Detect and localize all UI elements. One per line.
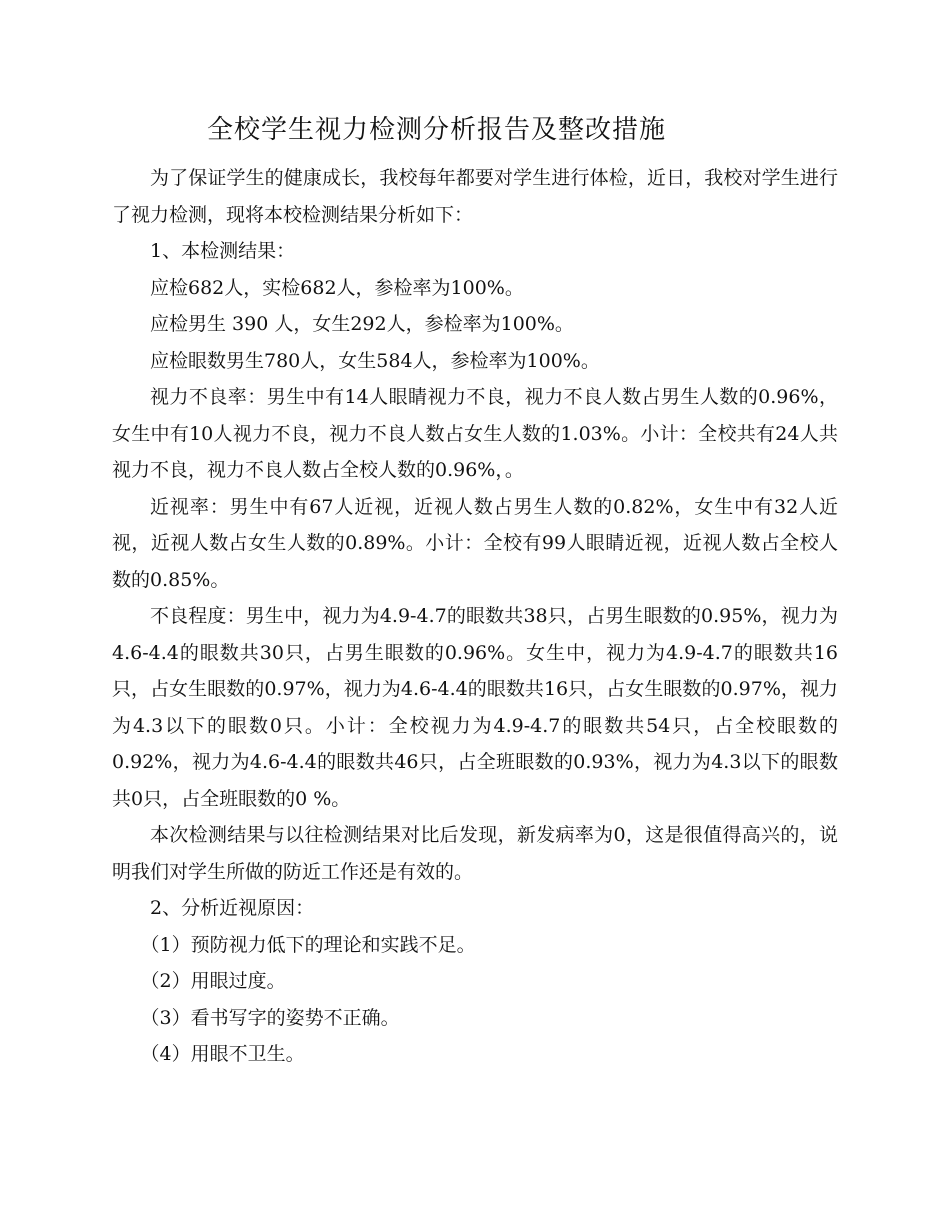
cause-item: （4）用眼不卫生。 bbox=[140, 1043, 305, 1065]
severity-paragraph: 不良程度：男生中，视力为4.9-4.7的眼数共38只，占男生眼数的0.95%，视力为4.6-4.4的眼数共30只，占男生眼数的0.96%。女生中，视力为4.9-4.7的眼数共16只，占女生眼数的0.97%，视力为4.6-4.4的眼数共16只，占女生眼数的0.97%，视力为4.3以下的眼数0只。小计：全校视力为4.9-4.7的眼数共54只，占全校眼数的0.92%，视力为4.6-4.4的眼数共46只，占全班眼数的0.93%，视力为4.3以下的眼数共0只，占全班眼数的0 %。 bbox=[112, 605, 838, 810]
intro-paragraph: 为了保证学生的健康成长，我校每年都要对学生进行体检，近日，我校对学生进行了视力检测，现将本校检测结果分析如下： bbox=[112, 167, 838, 226]
result-line-total: 应检682人，实检682人，参检率为100%。 bbox=[150, 276, 524, 299]
poor-vision-rate-paragraph: 视力不良率：男生中有14人眼睛视力不良，视力不良人数占男生人数的0.96%，女生中有10人视力不良，视力不良人数占女生人数的1.03%。小计：全校共有24人共视力不良，视力不良人数占全校人数的0.96%，。 bbox=[112, 386, 838, 481]
cause-item: （3）看书写字的姿势不正确。 bbox=[140, 1006, 400, 1029]
result-line-eyes: 应检眼数男生780人，女生584人，参检率为100%。 bbox=[150, 349, 600, 372]
cause-item: （2）用眼过度。 bbox=[140, 970, 286, 992]
cause-item: （1）预防视力低下的理论和实践不足。 bbox=[140, 933, 476, 956]
section-heading-causes: 2、分析近视原因： bbox=[150, 897, 315, 919]
document-body bbox=[112, 160, 838, 1073]
result-line-gender: 应检男生 390 人，女生292人，参检率为100%。 bbox=[150, 313, 574, 335]
myopia-rate-paragraph: 近视率：男生中有67人近视，近视人数占男生人数的0.82%，女生中有32人近视，近视人数占女生人数的0.89%。小计：全校有99人眼睛近视，近视人数占全校人数的0.85%。 bbox=[112, 495, 838, 591]
comparison-paragraph: 本次检测结果与以往检测结果对比后发现，新发病率为0，这是很值得高兴的，说明我们对学生所做的防近工作还是有效的。 bbox=[112, 824, 838, 883]
document-title: 全校学生视力检测分析报告及整改措施 bbox=[207, 115, 667, 145]
section-heading-results: 1、本检测结果： bbox=[150, 240, 296, 262]
